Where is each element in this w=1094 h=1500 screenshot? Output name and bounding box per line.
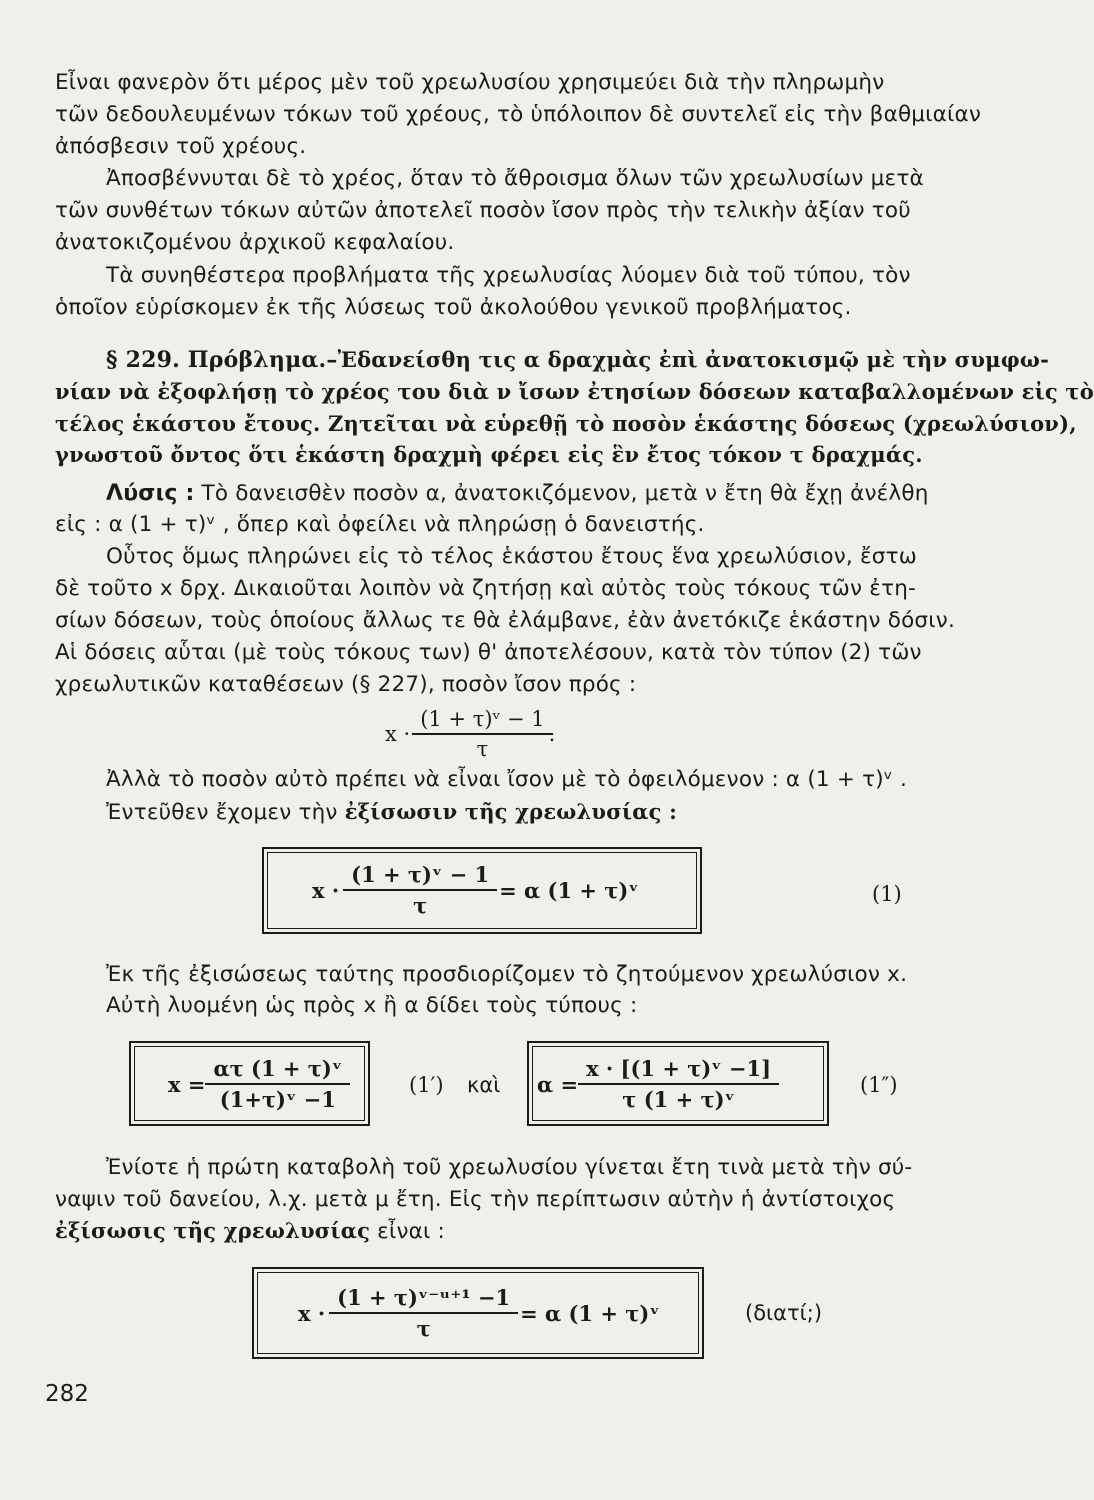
solution-heading: Λύσις :: [106, 481, 195, 506]
fraction-numerator: (1 + τ)ᵛ⁻ᵘ⁺¹ −1: [337, 1285, 511, 1310]
text-span: εἶναι :: [370, 1219, 445, 1244]
equation-rhs: = α (1 + τ)ᵛ: [499, 877, 639, 903]
text-line: Ἐνίοτε ἡ πρώτη καταβολὴ τοῦ χρεωλυσίου γίνεται ἔτη τινὰ μετὰ τὴν σύ-: [106, 1155, 913, 1180]
equation-fraction: [209, 1056, 346, 1112]
equation-lhs: x ·: [298, 1300, 326, 1326]
text-line: τῶν συνθέτων τόκων αὐτῶν ἀποτελεῖ ποσὸν ἴσον πρὸς τὴν τελικὴν ἀξίαν τοῦ: [55, 198, 911, 223]
text-line: Οὗτος ὅμως πληρώνει εἰς τὸ τέλος ἑκάστου ἔτους ἕνα χρεωλύσιον, ἔστω: [106, 544, 917, 569]
fraction-denominator: τ: [412, 733, 552, 761]
fraction-denominator: τ: [329, 1312, 518, 1341]
text-line: ναψιν τοῦ δανείου, λ.χ. μετὰ μ ἔτη. Εἰς τὴν περίπτωσιν αὐτὴν ἡ ἀντίστοιχος: [55, 1187, 896, 1212]
equation-fraction: [416, 707, 548, 761]
equation-label: (1′): [409, 1073, 444, 1097]
solution-line: [106, 479, 929, 509]
equation-label: (διατί;): [745, 1301, 823, 1325]
text-line: δὲ τοῦτο x δρχ. Δικαιοῦται λοιπὸν νὰ ζητήσῃ καὶ αὐτὸς τοὺς τόκους τῶν ἐτη-: [55, 576, 917, 601]
page-number: 282: [45, 1381, 89, 1407]
text-line: ἀπόσβεσιν τοῦ χρέους.: [55, 134, 307, 159]
conjunction-text: καὶ: [467, 1073, 501, 1097]
equation-fraction: [333, 1285, 514, 1341]
fraction-numerator: (1 + τ)ᵛ − 1: [420, 707, 545, 731]
text-line: χρεωλυτικῶν καταθέσεων (§ 227), ποσὸν ἴσον πρός :: [55, 672, 637, 697]
text-line: Τὰ συνηθέστερα προβλήματα τῆς χρεωλυσίας λύομεν διὰ τοῦ τύπου, τὸν: [106, 263, 911, 288]
fraction-denominator: τ (1 + τ)ᵛ: [578, 1083, 779, 1112]
fraction-numerator: x · [(1 + τ)ᵛ −1]: [586, 1056, 772, 1081]
equation-1: [312, 855, 639, 925]
text-line: Ἀποσβέννυται δὲ τὸ χρέος, ὅταν τὸ ἄθροισμα ὅλων τῶν χρεωλυσίων μετὰ: [106, 166, 924, 191]
text-span: Ἐντεῦθεν ἔχομεν τὴν: [106, 800, 345, 825]
equation-lhs: x ·: [312, 877, 340, 903]
solution-text: Τὸ δανεισθὲν ποσὸν α, ἀνατοκιζόμενον, μετὰ ν ἔτη θὰ ἔχῃ ἀνέλθη: [201, 481, 929, 506]
term-bold: ἐξίσωσιν τῆς χρεωλυσίας :: [344, 799, 678, 824]
text-line: εἰς : α (1 + τ)ᵛ , ὅπερ καὶ ὀφείλει νὰ πληρώσῃ ὁ δανειστής.: [55, 512, 705, 537]
problem-line: νίαν νὰ ἐξοφλήσῃ τὸ χρέος του διὰ ν ἴσων ἐτησίων δόσεων καταβαλλομένων εἰς τὸ: [55, 379, 1094, 404]
equation-lhs: x ·: [385, 722, 411, 746]
text-line: [55, 1216, 907, 1247]
equation-lhs: α =: [537, 1071, 579, 1097]
equation-sum: [385, 702, 555, 766]
text-line: Ἐκ τῆς ἐξισώσεως ταύτης προσδιορίζομεν τὸ ζητούμενον χρεωλύσιον x.: [106, 962, 908, 987]
text-line: Εἶναι φανερὸν ὅτι μέρος μὲν τοῦ χρεωλυσίου χρησιμεύει διὰ τὴν πληρωμὴν: [55, 70, 885, 95]
text-line: [106, 797, 907, 828]
equation-lhs: x =: [168, 1071, 206, 1097]
fraction-denominator: (1+τ)ᵛ −1: [205, 1083, 350, 1112]
problem-line: [106, 345, 1050, 375]
text-line: ἀνατοκιζομένου ἀρχικοῦ κεφαλαίου.: [55, 230, 455, 255]
text-line: τῶν δεδουλευμένων τόκων τοῦ χρέους, τὸ ὑπόλοιπον δὲ συντελεῖ εἰς τὴν βαθμιαίαν: [55, 102, 982, 127]
equation-end: .: [548, 722, 556, 746]
equation-fraction: [347, 862, 493, 918]
problem-line: γνωστοῦ ὄντος ὅτι ἑκάστη δραχμὴ φέρει εἰς ἓν ἔτος τόκον τ δραχμάς.: [55, 442, 923, 467]
problem-line: τέλος ἑκάστου ἔτους. Ζητεῖται νὰ εὑρεθῇ τὸ ποσὸν ἑκάστης δόσεως (χρεωλύσιον),: [55, 411, 1077, 436]
text-line: σίων δόσεων, τοὺς ὁποίους ἄλλως τε θὰ ἐλάμβανε, ἐὰν ἀνετόκιζε ἑκάστην δόσιν.: [55, 608, 955, 633]
text-line: ὁποῖον εὑρίσκομεν ἐκ τῆς λύσεως τοῦ ἀκολούθου γενικοῦ προβλήματος.: [55, 295, 852, 320]
problem-text: Ἐδανείσθη τις α δραχμὰς ἐπὶ ἀνατοκισμῷ μὲ τὴν συμφω-: [337, 347, 1050, 372]
equation-deferred: [298, 1277, 660, 1349]
equation-1-prime: [168, 1049, 346, 1119]
term-bold: ἐξίσωσις τῆς χρεωλυσίας: [55, 1218, 371, 1243]
fraction-numerator: ατ (1 + τ)ᵛ: [213, 1056, 343, 1081]
equation-label: (1″): [860, 1073, 898, 1097]
equation-fraction: [582, 1056, 775, 1112]
equation-rhs: = α (1 + τ)ᵛ: [520, 1300, 660, 1326]
fraction-denominator: τ: [343, 889, 497, 918]
text-line: Ἀλλὰ τὸ ποσὸν αὐτὸ πρέπει νὰ εἶναι ἴσον μὲ τὸ ὀφειλόμενον : α (1 + τ)ᵛ .: [106, 767, 908, 792]
problem-heading: § 229. Πρόβλημα.–: [106, 347, 338, 373]
text-line: Αὐτὴ λυομένη ὡς πρὸς x ἢ α δίδει τοὺς τύπους :: [106, 993, 638, 1018]
text-line: Αἱ δόσεις αὗται (μὲ τοὺς τόκους των) θ' ἀποτελέσουν, κατὰ τὸν τύπον (2) τῶν: [55, 640, 922, 665]
equation-label: (1): [872, 882, 902, 906]
equation-1-double-prime: [537, 1049, 775, 1119]
fraction-numerator: (1 + τ)ᵛ − 1: [351, 862, 490, 887]
